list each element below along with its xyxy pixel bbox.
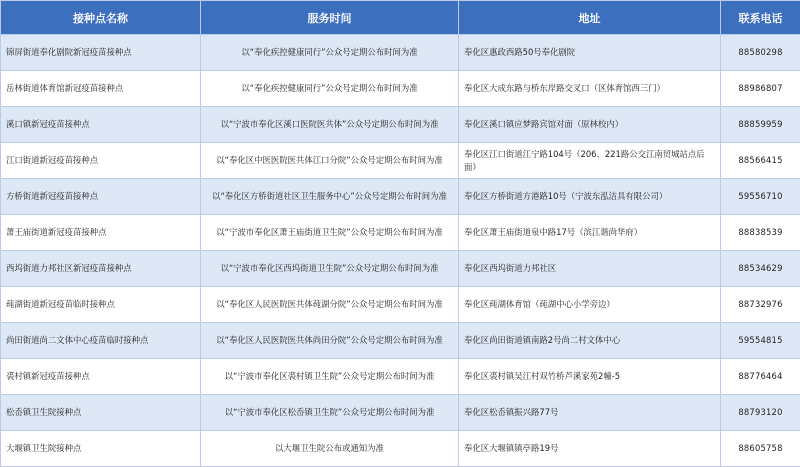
service-time-cell: 以大堰卫生院公布或通知为准 [201, 431, 459, 467]
table-row [1, 323, 800, 359]
phone-cell: 88580298 [721, 35, 800, 71]
service-time-cell: 以“奉化区中医医院医共体江口分院”公众号定期公布时间为准 [201, 143, 459, 179]
phone-cell: 88986807 [721, 71, 800, 107]
table-row [1, 395, 800, 431]
table-row [1, 251, 800, 287]
phone-cell: 59554815 [721, 323, 800, 359]
header-site-name: 接种点名称 [1, 1, 201, 35]
site-name-cell: 岳林街道体育馆新冠疫苗接种点 [1, 71, 201, 107]
phone-cell: 88732976 [721, 287, 800, 323]
table-row [1, 431, 800, 467]
site-name-cell: 萧王庙街道新冠疫苗接种点 [1, 215, 201, 251]
address-cell: 奉化区松岙镇振兴路77号 [459, 395, 721, 431]
header-service-time: 服务时间 [201, 1, 459, 35]
phone-cell: 88793120 [721, 395, 800, 431]
address-cell: 奉化区大堰镇镇亭路19号 [459, 431, 721, 467]
site-name-cell: 江口街道新冠疫苗接种点 [1, 143, 201, 179]
site-name-cell: 裘村镇新冠疫苗接种点 [1, 359, 201, 395]
service-time-cell: 以“宁波市奉化区溪口医院医共体”公众号定期公布时间为准 [201, 107, 459, 143]
table-row [1, 287, 800, 323]
address-cell: 奉化区萧王庙街道泉中路17号（滨江谐尚华府） [459, 215, 721, 251]
table-row [1, 143, 800, 179]
site-name-cell: 大堰镇卫生院接种点 [1, 431, 201, 467]
phone-cell: 88838539 [721, 215, 800, 251]
address-cell: 奉化区裘村镇吴江村双竹桥芦溪家苑2幢-5 [459, 359, 721, 395]
address-cell: 奉化区莼湖体育馆（莼湖中心小学旁边） [459, 287, 721, 323]
site-name-cell: 西坞街道力邦社区新冠疫苗接种点 [1, 251, 201, 287]
site-name-cell: 莼湖街道新冠疫苗临时接种点 [1, 287, 201, 323]
table-row [1, 215, 800, 251]
phone-cell: 88566415 [721, 143, 800, 179]
table-row [1, 359, 800, 395]
phone-cell: 88605758 [721, 431, 800, 467]
address-cell: 奉化区方桥街道方港路10号（宁波东泓洁具有限公司） [459, 179, 721, 215]
service-time-cell: 以“奉化区人民医院医共体尚田分院”公众号定期公布时间为准 [201, 323, 459, 359]
address-cell: 奉化区大成东路与桥东岸路交叉口（区体育馆西三门） [459, 71, 721, 107]
address-cell: 奉化区西坞街道力邦社区 [459, 251, 721, 287]
phone-cell: 88776464 [721, 359, 800, 395]
service-time-cell: 以“奉化疾控健康同行”公众号定期公布时间为准 [201, 35, 459, 71]
service-time-cell: 以“宁波市奉化区萧王庙街道卫生院”公众号定期公布时间为准 [201, 215, 459, 251]
header-address: 地址 [459, 1, 721, 35]
address-cell: 奉化区惠政西路50号奉化剧院 [459, 35, 721, 71]
service-time-cell: 以“奉化区人民医院医共体莼湖分院”公众号定期公布时间为准 [201, 287, 459, 323]
site-name-cell: 松岙镇卫生院接种点 [1, 395, 201, 431]
table-row [1, 71, 800, 107]
service-time-cell: 以“宁波市奉化区西坞街道卫生院”公众号定期公布时间为准 [201, 251, 459, 287]
address-cell: 奉化区尚田街道镇南路2号尚二村文体中心 [459, 323, 721, 359]
phone-cell: 88859959 [721, 107, 800, 143]
site-name-cell: 尚田街道尚二文体中心疫苗临时接种点 [1, 323, 201, 359]
phone-cell: 88534629 [721, 251, 800, 287]
address-cell: 奉化区江口街道江宁路104号（206、221路公交江南贸城站点后面） [459, 143, 721, 179]
site-name-cell: 锦屏街道奉化剧院新冠疫苗接种点 [1, 35, 201, 71]
site-name-cell: 方桥街道新冠疫苗接种点 [1, 179, 201, 215]
service-time-cell: 以“奉化区方桥街道社区卫生服务中心”公众号定期公布时间为准 [201, 179, 459, 215]
service-time-cell: 以“奉化疾控健康同行”公众号定期公布时间为准 [201, 71, 459, 107]
address-cell: 奉化区溪口镇应梦路宾馆对面（原林校内） [459, 107, 721, 143]
header-phone: 联系电话 [721, 1, 800, 35]
service-time-cell: 以“宁波市奉化区裘村镇卫生院”公众号定期公布时间为准 [201, 359, 459, 395]
phone-cell: 59556710 [721, 179, 800, 215]
table-row [1, 35, 800, 71]
site-name-cell: 溪口镇新冠疫苗接种点 [1, 107, 201, 143]
table-header-row [1, 1, 800, 35]
table-row [1, 179, 800, 215]
service-time-cell: 以“宁波市奉化区松岙镇卫生院”公众号定期公布时间为准 [201, 395, 459, 431]
table-row [1, 107, 800, 143]
